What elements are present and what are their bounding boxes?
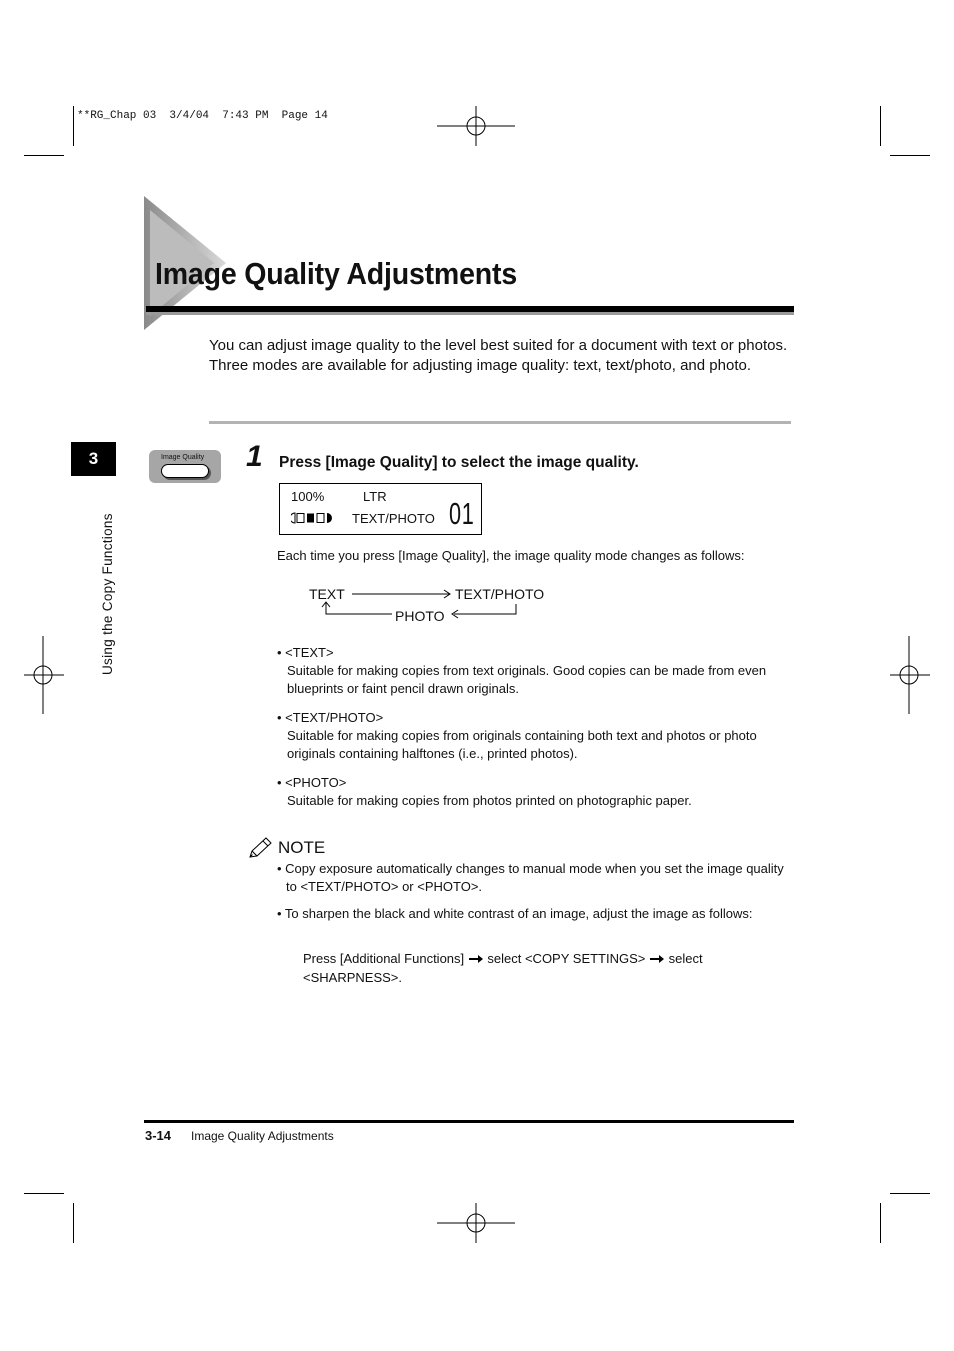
mode-description: Suitable for making copies from originals containing both text and photos or photo originals containing halftones (i.e., printed photos). [287, 728, 757, 761]
mode-name: • <TEXT/PHOTO> [277, 710, 384, 725]
cycle-arrows-diagram [318, 586, 524, 622]
crop-mark [890, 1193, 930, 1194]
image-quality-key[interactable] [149, 450, 221, 483]
procedure-step: <SHARPNESS>. [303, 969, 402, 985]
cycle-textphoto-label: TEXT/PHOTO [455, 586, 545, 602]
procedure-step: Press [Additional Functions] [303, 951, 465, 966]
step-number: 1 [246, 440, 263, 473]
procedure-step: select [668, 951, 703, 966]
mode-description: Suitable for making copies from photos printed on photographic paper. [287, 793, 692, 808]
note-procedure [303, 950, 773, 987]
mode-item [277, 774, 797, 810]
crop-mark [24, 155, 64, 156]
mode-name: • <PHOTO> [277, 775, 347, 790]
mode-item [277, 709, 797, 763]
density-scale-icon [291, 512, 335, 524]
cycle-photo-label: PHOTO [395, 608, 445, 624]
registration-mark-icon [24, 636, 64, 714]
footer-title: Image Quality Adjustments [191, 1129, 334, 1143]
display-count: 01 [449, 496, 475, 531]
section-divider [209, 421, 791, 424]
display-zoom: 100% [291, 489, 325, 504]
mode-item [277, 644, 797, 698]
title-rule-shadow [146, 312, 794, 315]
key-label: Image Quality [161, 454, 205, 461]
procedure-step: select <COPY SETTINGS> [487, 951, 646, 966]
arrow-right-icon [468, 951, 484, 969]
display-mode: TEXT/PHOTO [352, 511, 435, 526]
key-button [161, 464, 209, 478]
print-header: **RG_Chap 03 3/4/04 7:43 PM Page 14 [77, 110, 328, 122]
registration-mark-icon [437, 1203, 515, 1243]
lcd-display [279, 483, 482, 535]
crop-mark [73, 1203, 74, 1243]
chapter-number: 3 [88, 449, 99, 468]
cycle-intro: Each time you press [Image Quality], the image quality mode changes as follows: [277, 548, 745, 563]
step-instruction: Press [Image Quality] to select the image quality. [279, 454, 639, 471]
crop-mark [880, 1203, 881, 1243]
pencil-icon [247, 836, 273, 860]
mode-description: Suitable for making copies from text originals. Good copies can be made from even blueprints or faint pencil drawn originals. [287, 663, 767, 696]
registration-mark-icon [437, 106, 515, 146]
chapter-side-label: Using the Copy Functions [100, 513, 115, 675]
crop-mark [24, 1193, 64, 1194]
crop-mark [880, 106, 881, 146]
mode-name: • <TEXT> [277, 645, 334, 660]
note-item [277, 905, 757, 923]
arrow-right-icon [649, 951, 665, 969]
crop-mark [890, 155, 930, 156]
footer-rule [144, 1120, 794, 1123]
crop-mark [73, 106, 74, 146]
registration-mark-icon [890, 636, 930, 714]
page-title: Image Quality Adjustments [155, 256, 518, 291]
intro-paragraph: You can adjust image quality to the level best suited for a document with text or photos. Three modes are available for adjusting image quality: text, text/photo, and photo. [209, 337, 788, 374]
chapter-tab [71, 442, 116, 476]
note-text: • Copy exposure automatically changes to manual mode when you set the image quality to <TEXT/PHOTO> or <PHOTO>. [277, 861, 784, 894]
note-heading: NOTE [278, 838, 326, 857]
cycle-text-label: TEXT [309, 586, 345, 602]
footer-page-number: 3-14 [145, 1128, 172, 1143]
display-paper: LTR [363, 489, 387, 504]
note-text: • To sharpen the black and white contrast of an image, adjust the image as follows: [277, 906, 753, 921]
note-item [277, 860, 787, 896]
